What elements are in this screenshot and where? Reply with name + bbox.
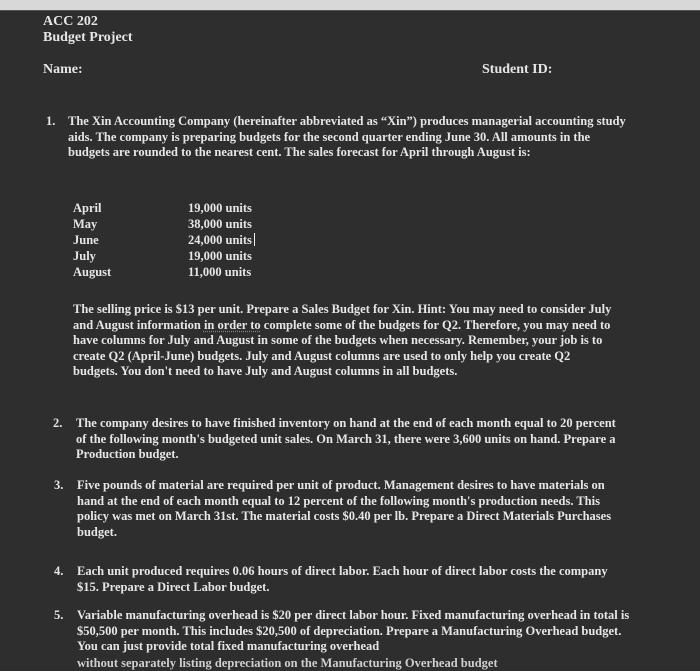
forecast-month: April <box>73 201 102 215</box>
question-1-text: The Xin Accounting Company (hereinafter abbreviated as “Xin”) produces managerial accounting study aids. The company is preparing budgets for the second quarter ending June 30. All amounts in the budgets are rounded to the nearest cent. The sales forecast for April through August is: <box>68 114 626 159</box>
forecast-units: 19,000 units <box>188 201 252 215</box>
student-id-label: Student ID: <box>482 62 553 77</box>
question-number: 4. <box>54 564 64 578</box>
question-number: 1. <box>46 114 56 128</box>
question-3-text: Five pounds of material are required per unit of product. Management desires to have materials on hand at the end of each month equal to 12 percent of the following month's production needs. This policy was met on March 31st. The material costs $0.40 per lb. Prepare a Direct Materials Purchases budget. <box>77 478 612 539</box>
forecast-units: 19,000 units <box>188 249 252 263</box>
forecast-month: June <box>73 233 99 247</box>
question-number: 5. <box>54 608 64 622</box>
name-label: Name: <box>43 62 83 77</box>
sales-forecast-table <box>73 200 308 280</box>
project-title: Budget Project <box>43 30 133 45</box>
forecast-row <box>73 216 308 232</box>
grammar-flag-phrase[interactable]: in order to <box>203 317 261 332</box>
forecast-month: July <box>73 249 96 263</box>
question-1-instructions: The selling price is $13 per unit. Prepare a Sales Budget for Xin. Hint: You may need to consider July and August information in order to complete some of the budgets for Q2. Therefore, you may need to have columns for July and August in some of the budgets when necessary. Remember, your job is to create Q2 (April-June) budgets. July and August columns are used to only help you create Q2 budgets. You don't need to have July and August columns in all budgets. <box>73 302 612 378</box>
forecast-units: 38,000 units <box>188 217 252 231</box>
forecast-units: 11,000 units <box>188 265 252 279</box>
question-2-text: The company desires to have finished inventory on hand at the end of each month equal to 20 percent of the following month's budgeted unit sales. On March 31, there were 3,600 units on hand. Prepare a Production budget. <box>76 416 616 461</box>
forecast-month: August <box>73 265 112 279</box>
forecast-row <box>73 200 308 216</box>
question-number: 3. <box>54 478 64 492</box>
forecast-row <box>73 264 308 280</box>
cutoff-text-line: without separately listing depreciation on the Manufacturing Overhead budget <box>77 656 498 670</box>
forecast-month: May <box>73 217 98 231</box>
question-4-text: Each unit produced requires 0.06 hours of direct labor. Each hour of direct labor costs the company $15. Prepare a Direct Labor budget. <box>77 564 608 594</box>
top-bar <box>0 0 700 10</box>
course-code: ACC 202 <box>43 14 98 29</box>
forecast-row <box>73 248 308 264</box>
forecast-row <box>73 232 308 248</box>
forecast-units-with-cursor[interactable]: 24,000 units <box>188 232 308 248</box>
document-page <box>0 10 700 671</box>
question-5-text: Variable manufacturing overhead is $20 per direct labor hour. Fixed manufacturing overhead in total is $50,500 per month. This includes $20,500 of depreciation. Prepare a Manufacturing Overhead budget. You can just provide total fixed manufacturing overhead <box>77 608 630 653</box>
question-number: 2. <box>53 416 63 430</box>
text-cursor <box>254 233 255 246</box>
